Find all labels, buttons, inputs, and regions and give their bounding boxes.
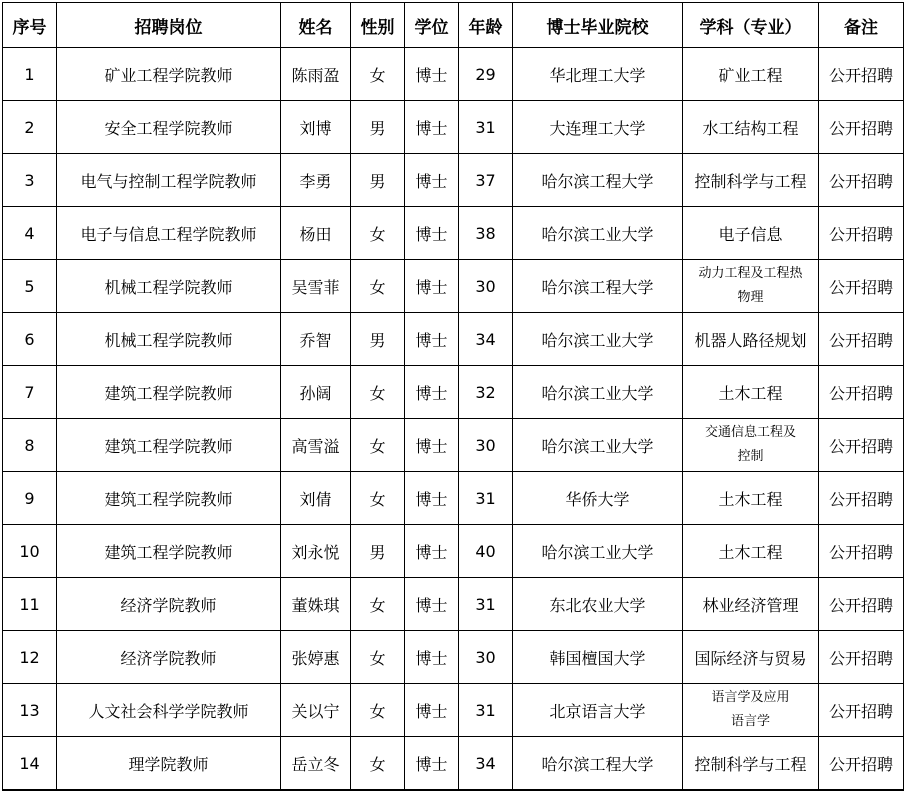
cell-position: 建筑工程学院教师: [57, 419, 281, 472]
cell-age: 30: [459, 419, 513, 472]
header-degree: 学位: [405, 3, 459, 48]
major-text: 土木工程: [718, 489, 783, 509]
major-text: 语言学: [730, 714, 770, 729]
cell-school: 华侨大学: [513, 472, 683, 525]
cell-position: 电子与信息工程学院教师: [57, 207, 281, 260]
cell-name: 董姝琪: [281, 578, 351, 631]
cell-major: [683, 525, 819, 578]
table-row: [3, 101, 904, 154]
cell-index: 8: [3, 419, 57, 472]
cell-school: 韩国檀国大学: [513, 631, 683, 684]
cell-position: 经济学院教师: [57, 631, 281, 684]
cell-major: [683, 313, 819, 366]
cell-name: 岳立冬: [281, 737, 351, 791]
cell-degree: 博士: [405, 313, 459, 366]
cell-gender: 女: [351, 472, 405, 525]
cell-position: 人文社会科学学院教师: [57, 684, 281, 737]
table-row: [3, 737, 904, 791]
cell-age: 40: [459, 525, 513, 578]
header-row: [3, 3, 904, 48]
cell-index: 5: [3, 260, 57, 313]
cell-note: 公开招聘: [819, 101, 904, 154]
cell-major: [683, 154, 819, 207]
cell-degree: 博士: [405, 101, 459, 154]
cell-position: 建筑工程学院教师: [57, 472, 281, 525]
cell-name: 吴雪菲: [281, 260, 351, 313]
cell-degree: 博士: [405, 578, 459, 631]
major-text: 电子信息: [718, 224, 783, 244]
cell-name: 乔智: [281, 313, 351, 366]
table-row: [3, 631, 904, 684]
cell-index: 4: [3, 207, 57, 260]
major-text: 语言学及应用: [711, 690, 790, 705]
cell-name: 李勇: [281, 154, 351, 207]
cell-school: 大连理工大学: [513, 101, 683, 154]
cell-index: 6: [3, 313, 57, 366]
cell-school: 哈尔滨工业大学: [513, 207, 683, 260]
cell-note: 公开招聘: [819, 684, 904, 737]
cell-index: 9: [3, 472, 57, 525]
cell-note: 公开招聘: [819, 154, 904, 207]
cell-index: 11: [3, 578, 57, 631]
cell-major: [683, 366, 819, 419]
cell-major: [683, 260, 819, 313]
cell-index: 1: [3, 48, 57, 101]
cell-gender: 男: [351, 313, 405, 366]
cell-name: 张婷惠: [281, 631, 351, 684]
cell-name: 刘倩: [281, 472, 351, 525]
cell-gender: 男: [351, 154, 405, 207]
cell-degree: 博士: [405, 737, 459, 791]
cell-note: 公开招聘: [819, 207, 904, 260]
cell-position: 理学院教师: [57, 737, 281, 791]
cell-note: 公开招聘: [819, 737, 904, 791]
cell-note: 公开招聘: [819, 525, 904, 578]
major-text: 土木工程: [718, 383, 783, 403]
cell-major: [683, 578, 819, 631]
cell-name: 关以宁: [281, 684, 351, 737]
cell-age: 30: [459, 260, 513, 313]
major-text: 矿业工程: [718, 65, 783, 85]
cell-name: 陈雨盈: [281, 48, 351, 101]
table-row: [3, 419, 904, 472]
cell-age: 31: [459, 101, 513, 154]
cell-age: 30: [459, 631, 513, 684]
cell-age: 31: [459, 472, 513, 525]
cell-position: 机械工程学院教师: [57, 313, 281, 366]
table-row: [3, 207, 904, 260]
cell-school: 哈尔滨工业大学: [513, 525, 683, 578]
cell-degree: 博士: [405, 472, 459, 525]
header-major: 学科（专业）: [683, 3, 819, 48]
cell-position: 建筑工程学院教师: [57, 525, 281, 578]
cell-note: 公开招聘: [819, 631, 904, 684]
cell-major: [683, 101, 819, 154]
major-text: 机器人路径规划: [694, 330, 807, 350]
cell-gender: 女: [351, 684, 405, 737]
cell-name: 刘永悦: [281, 525, 351, 578]
cell-note: 公开招聘: [819, 260, 904, 313]
cell-age: 31: [459, 684, 513, 737]
cell-major: [683, 472, 819, 525]
cell-index: 3: [3, 154, 57, 207]
cell-index: 12: [3, 631, 57, 684]
header-school: 博士毕业院校: [513, 3, 683, 48]
cell-degree: 博士: [405, 419, 459, 472]
cell-age: 34: [459, 737, 513, 791]
cell-degree: 博士: [405, 207, 459, 260]
cell-major: [683, 684, 819, 737]
header-position: 招聘岗位: [57, 3, 281, 48]
cell-age: 38: [459, 207, 513, 260]
table-row: [3, 578, 904, 631]
cell-gender: 男: [351, 101, 405, 154]
cell-name: 刘博: [281, 101, 351, 154]
cell-school: 华北理工大学: [513, 48, 683, 101]
cell-degree: 博士: [405, 260, 459, 313]
cell-gender: 女: [351, 366, 405, 419]
cell-gender: 女: [351, 419, 405, 472]
header-index: 序号: [3, 3, 57, 48]
table-row: [3, 48, 904, 101]
major-text: 水工结构工程: [702, 118, 799, 138]
cell-degree: 博士: [405, 366, 459, 419]
cell-school: 哈尔滨工程大学: [513, 154, 683, 207]
cell-major: [683, 419, 819, 472]
table-row: [3, 684, 904, 737]
cell-position: 矿业工程学院教师: [57, 48, 281, 101]
table-row: [3, 366, 904, 419]
cell-name: 高雪溢: [281, 419, 351, 472]
recruitment-table: [2, 2, 904, 791]
table-body: [3, 48, 904, 791]
cell-position: 建筑工程学院教师: [57, 366, 281, 419]
cell-gender: 女: [351, 48, 405, 101]
major-text: 控制: [737, 449, 764, 464]
major-text: 交通信息工程及: [704, 425, 796, 440]
header-note: 备注: [819, 3, 904, 48]
cell-name: 孙阔: [281, 366, 351, 419]
cell-index: 7: [3, 366, 57, 419]
table-row: [3, 260, 904, 313]
major-text: 动力工程及工程热: [698, 266, 803, 281]
cell-note: 公开招聘: [819, 313, 904, 366]
cell-gender: 女: [351, 737, 405, 791]
table-row: [3, 154, 904, 207]
cell-age: 34: [459, 313, 513, 366]
cell-school: 哈尔滨工业大学: [513, 313, 683, 366]
cell-major: [683, 207, 819, 260]
cell-school: 哈尔滨工业大学: [513, 419, 683, 472]
cell-age: 31: [459, 578, 513, 631]
cell-index: 2: [3, 101, 57, 154]
cell-gender: 女: [351, 260, 405, 313]
major-text: 控制科学与工程: [694, 754, 807, 774]
cell-gender: 女: [351, 578, 405, 631]
cell-school: 北京语言大学: [513, 684, 683, 737]
cell-degree: 博士: [405, 48, 459, 101]
cell-name: 杨田: [281, 207, 351, 260]
cell-position: 机械工程学院教师: [57, 260, 281, 313]
cell-degree: 博士: [405, 525, 459, 578]
cell-note: 公开招聘: [819, 48, 904, 101]
cell-gender: 女: [351, 631, 405, 684]
header-age: 年龄: [459, 3, 513, 48]
header-name: 姓名: [281, 3, 351, 48]
cell-position: 安全工程学院教师: [57, 101, 281, 154]
cell-degree: 博士: [405, 631, 459, 684]
header-gender: 性别: [351, 3, 405, 48]
cell-age: 37: [459, 154, 513, 207]
cell-gender: 女: [351, 207, 405, 260]
cell-index: 14: [3, 737, 57, 791]
major-text: 土木工程: [718, 542, 783, 562]
table-row: [3, 313, 904, 366]
cell-degree: 博士: [405, 154, 459, 207]
cell-index: 13: [3, 684, 57, 737]
cell-school: 哈尔滨工程大学: [513, 737, 683, 791]
major-text: 物理: [737, 290, 764, 305]
cell-major: [683, 737, 819, 791]
cell-gender: 男: [351, 525, 405, 578]
cell-age: 32: [459, 366, 513, 419]
major-text: 林业经济管理: [702, 595, 799, 615]
cell-note: 公开招聘: [819, 419, 904, 472]
cell-major: [683, 48, 819, 101]
cell-age: 29: [459, 48, 513, 101]
cell-note: 公开招聘: [819, 578, 904, 631]
cell-note: 公开招聘: [819, 366, 904, 419]
cell-position: 经济学院教师: [57, 578, 281, 631]
cell-degree: 博士: [405, 684, 459, 737]
cell-school: 哈尔滨工程大学: [513, 260, 683, 313]
cell-position: 电气与控制工程学院教师: [57, 154, 281, 207]
table-row: [3, 525, 904, 578]
table-row: [3, 472, 904, 525]
major-text: 控制科学与工程: [694, 171, 807, 191]
major-text: 国际经济与贸易: [694, 648, 807, 668]
cell-index: 10: [3, 525, 57, 578]
cell-note: 公开招聘: [819, 472, 904, 525]
cell-school: 哈尔滨工业大学: [513, 366, 683, 419]
cell-school: 东北农业大学: [513, 578, 683, 631]
cell-major: [683, 631, 819, 684]
